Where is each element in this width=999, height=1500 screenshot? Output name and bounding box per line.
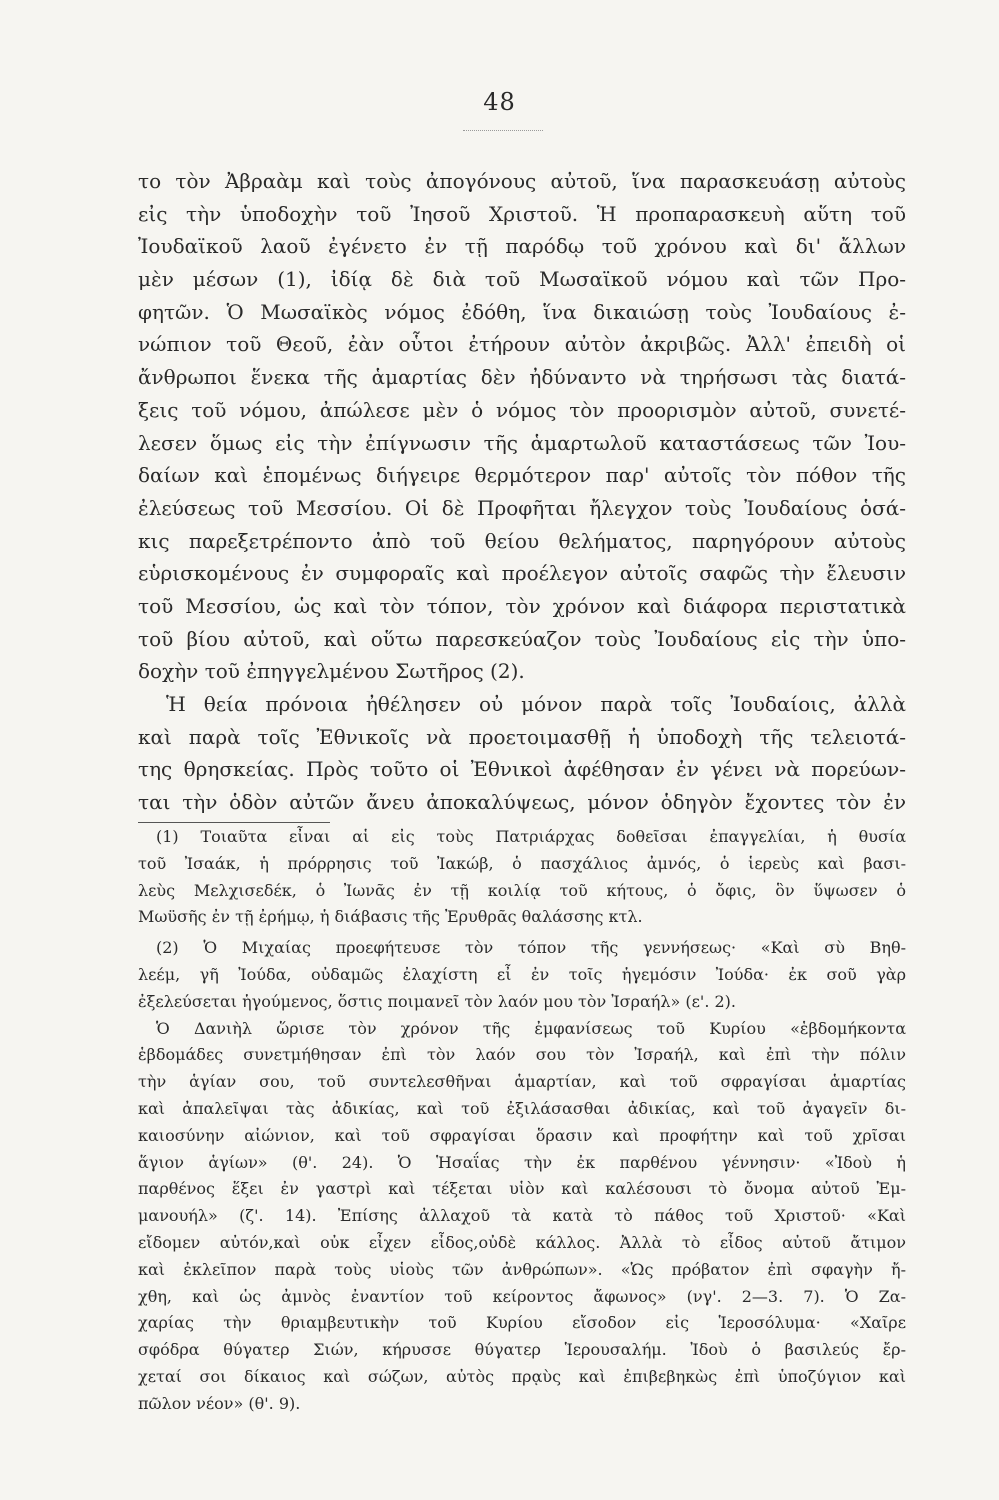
footnote-line: ἅγιον ἁγίων» (θ'. 24). Ὁ Ἡσαΐας τὴν ἐκ παρθένου γέννησιν· «Ἰδοὺ ἡ	[138, 1152, 906, 1172]
footnote-line: Ὁ Δανιὴλ ὥρισε τὸν χρόνον τῆς ἐμφανίσεως τοῦ Κυρίου «ἑβδομήκοντα	[156, 1018, 906, 1038]
footnote-line: καὶ ἐκλεῖπον παρὰ τοὺς υἱοὺς τῶν ἀνθρώπων». «Ὡς πρόβατον ἐπὶ σφαγὴν ἤ-	[138, 1259, 906, 1279]
footnote-line: (1) Τοιαῦτα εἶναι αἱ εἰς τοὺς Πατριάρχας δοθεῖσαι ἐπαγγελίαι, ἡ θυσία	[156, 827, 906, 846]
footnote-separator	[138, 822, 330, 823]
body-line: τοῦ Μεσσίου, ὡς καὶ τὸν τόπον, τὸν χρόνον καὶ διάφορα περιστατικὰ	[138, 593, 906, 618]
body-line: φητῶν. Ὁ Μωσαϊκὸς νόμος ἐδόθη, ἵνα δικαιώσῃ τοὺς Ἰουδαίους ἐ-	[138, 299, 906, 324]
body-line: δοχὴν τοῦ ἐπηγγελμένου Σωτῆρος (2).	[138, 659, 525, 684]
footnotes	[138, 824, 906, 1418]
footnote-line: ἐξελεύσεται ἡγούμενος, ὅστις ποιμανεῖ τὸν λαόν μου τὸν Ἰσραήλ» (ε'. 2).	[138, 991, 736, 1011]
body-line: ἄνθρωποι ἕνεκα τῆς ἁμαρτίας δὲν ἠδύναντο νὰ τηρήσωσι τὰς διατά-	[138, 365, 906, 390]
footnote-line: καιοσύνην αἰώνιον, καὶ τοῦ σφραγίσαι ὅρασιν καὶ προφήτην καὶ τοῦ χρῖσαι	[138, 1125, 906, 1145]
page-number: 48	[483, 88, 516, 116]
footnote-line: τὴν ἁγίαν σου, τοῦ συντελεσθῆναι ἁμαρτίαν, καὶ τοῦ σφραγίσαι ἁμαρτίας	[138, 1072, 906, 1092]
body-line: εἰς τὴν ὑποδοχὴν τοῦ Ἰησοῦ Χριστοῦ. Ἡ προπαρασκευὴ αὕτη τοῦ	[138, 201, 906, 226]
body-text	[138, 165, 906, 819]
footnote-line: χαρίας τὴν θριαμβευτικὴν τοῦ Κυρίου εἴσοδον εἰς Ἱεροσόλυμα· «Χαῖρε	[138, 1313, 906, 1333]
body-line: ἐλεύσεως τοῦ Μεσσίου. Οἱ δὲ Προφῆται ἤλεγχον τοὺς Ἰουδαίους ὁσά-	[138, 495, 906, 520]
footnote-line: τοῦ Ἰσαάκ, ἡ πρόρρησις τοῦ Ἰακώβ, ὁ πασχάλιος ἀμνός, ὁ ἱερεὺς καὶ βασι-	[138, 853, 906, 873]
body-line: ξεις τοῦ νόμου, ἀπώλεσε μὲν ὁ νόμος τὸν προορισμὸν αὐτοῦ, συνετέ-	[138, 397, 906, 422]
body-line: μὲν μέσων (1), ἰδίᾳ δὲ διὰ τοῦ Μωσαϊκοῦ νόμου καὶ τῶν Προ-	[138, 267, 906, 292]
body-line: το τὸν Ἀβραὰμ καὶ τοὺς ἀπογόνους αὐτοῦ, ἵνα παρασκευάσῃ αὐτοὺς	[138, 169, 906, 193]
body-line: καὶ παρὰ τοῖς Ἐθνικοῖς νὰ προετοιμασθῇ ἡ ὑποδοχὴ τῆς τελειοτά-	[138, 724, 906, 749]
footnote-line: μανουήλ» (ζ'. 14). Ἐπίσης ἀλλαχοῦ τὰ κατὰ τὸ πάθος τοῦ Χριστοῦ· «Καὶ	[138, 1206, 906, 1226]
footnote-line: πῶλον νέον» (θ'. 9).	[138, 1393, 301, 1413]
body-line: ται τὴν ὁδὸν αὐτῶν ἄνευ ἀποκαλύψεως, μόνον ὁδηγὸν ἔχοντες τὸν ἐν	[138, 790, 906, 815]
footnote-line: εἴδομεν αὐτόν,καὶ οὐκ εἶχεν εἶδος,οὐδὲ κάλλος. Ἀλλὰ τὸ εἶδος αὐτοῦ ἄτιμον	[138, 1232, 906, 1252]
footnote-line: ἑβδομάδες συνετμήθησαν ἐπὶ τὸν λαόν σου τὸν Ἰσραήλ, καὶ ἐπὶ τὴν πόλιν	[138, 1045, 906, 1065]
body-line: της θρησκείας. Πρὸς τοῦτο οἱ Ἐθνικοὶ ἀφέθησαν ἐν γένει νὰ πορεύων-	[138, 757, 906, 782]
footnote-line: λεὺς Μελχισεδέκ, ὁ Ἰωνᾶς ἐν τῇ κοιλίᾳ τοῦ κήτους, ὁ ὄφις, ὃν ὕψωσεν ὁ	[138, 880, 906, 900]
footnote-line: Μωϋσῆς ἐν τῇ ἐρήμῳ, ἡ διάβασις τῆς Ἐρυθρᾶς θαλάσσης κτλ.	[138, 907, 643, 927]
footnote-line: λεέμ, γῆ Ἰούδα, οὐδαμῶς ἐλαχίστη εἶ ἐν τοῖς ἡγεμόσιν Ἰούδα· ἐκ σοῦ γὰρ	[138, 964, 906, 984]
body-line: Ἡ θεία πρόνοια ἠθέλησεν οὐ μόνον παρὰ τοῖς Ἰουδαίοις, ἀλλὰ	[166, 692, 906, 716]
footnote-line: σφόδρα θύγατερ Σιών, κήρυσσε θύγατερ Ἱερουσαλήμ. Ἰδοὺ ὁ βασιλεύς ἔρ-	[138, 1340, 906, 1360]
body-line: λεσεν ὅμως εἰς τὴν ἐπίγνωσιν τῆς ἁμαρτωλοῦ καταστάσεως τῶν Ἰου-	[138, 430, 906, 455]
footnote-line: χεταί σοι δίκαιος καὶ σώζων, αὐτὸς πρᾳὺς καὶ ἐπιβεβηκὼς ἐπὶ ὑποζύγιον καὶ	[138, 1366, 906, 1386]
body-line: κις παρεξετρέποντο ἀπὸ τοῦ θείου θελήματος, παρηγόρουν αὐτοὺς	[138, 528, 906, 553]
body-line: νώπιον τοῦ Θεοῦ, ἐὰν οὗτοι ἐτήρουν αὐτὸν ἀκριβῶς. Ἀλλ' ἐπειδὴ οἱ	[138, 332, 906, 357]
footnote-line: παρθένος ἕξει ἐν γαστρὶ καὶ τέξεται υἱὸν καὶ καλέσουσι τὸ ὄνομα αὐτοῦ Ἐμ-	[138, 1179, 906, 1199]
body-line: τοῦ βίου αὐτοῦ, καὶ οὕτω παρεσκεύαζον τοὺς Ἰουδαίους εἰς τὴν ὑπο-	[138, 626, 906, 651]
body-line: δαίων καὶ ἑπομένως διήγειρε θερμότερον παρ' αὐτοῖς τὸν πόθον τῆς	[138, 463, 906, 488]
page-number-rule	[463, 130, 543, 131]
footnote-line: καὶ ἀπαλεῖψαι τὰς ἀδικίας, καὶ τοῦ ἐξιλάσασθαι ἀδικίας, καὶ τοῦ ἀγαγεῖν δι-	[138, 1098, 906, 1118]
footnote-line: (2) Ὁ Μιχαίας προεφήτευσε τὸν τόπον τῆς γεννήσεως· «Καὶ σὺ Βηθ-	[156, 938, 906, 958]
body-line: εὑρισκομένους ἐν συμφοραῖς καὶ προέλεγον αὐτοῖς σαφῶς τὴν ἔλευσιν	[138, 561, 906, 586]
footnote-line: χθη, καὶ ὡς ἀμνὸς ἐναντίον τοῦ κείροντος ἄφωνος» (νγ'. 2—3. 7). Ὁ Ζα-	[138, 1286, 906, 1306]
body-line: Ἰουδαϊκοῦ λαοῦ ἐγένετο ἐν τῇ παρόδῳ τοῦ χρόνου καὶ δι' ἄλλων	[138, 234, 906, 259]
